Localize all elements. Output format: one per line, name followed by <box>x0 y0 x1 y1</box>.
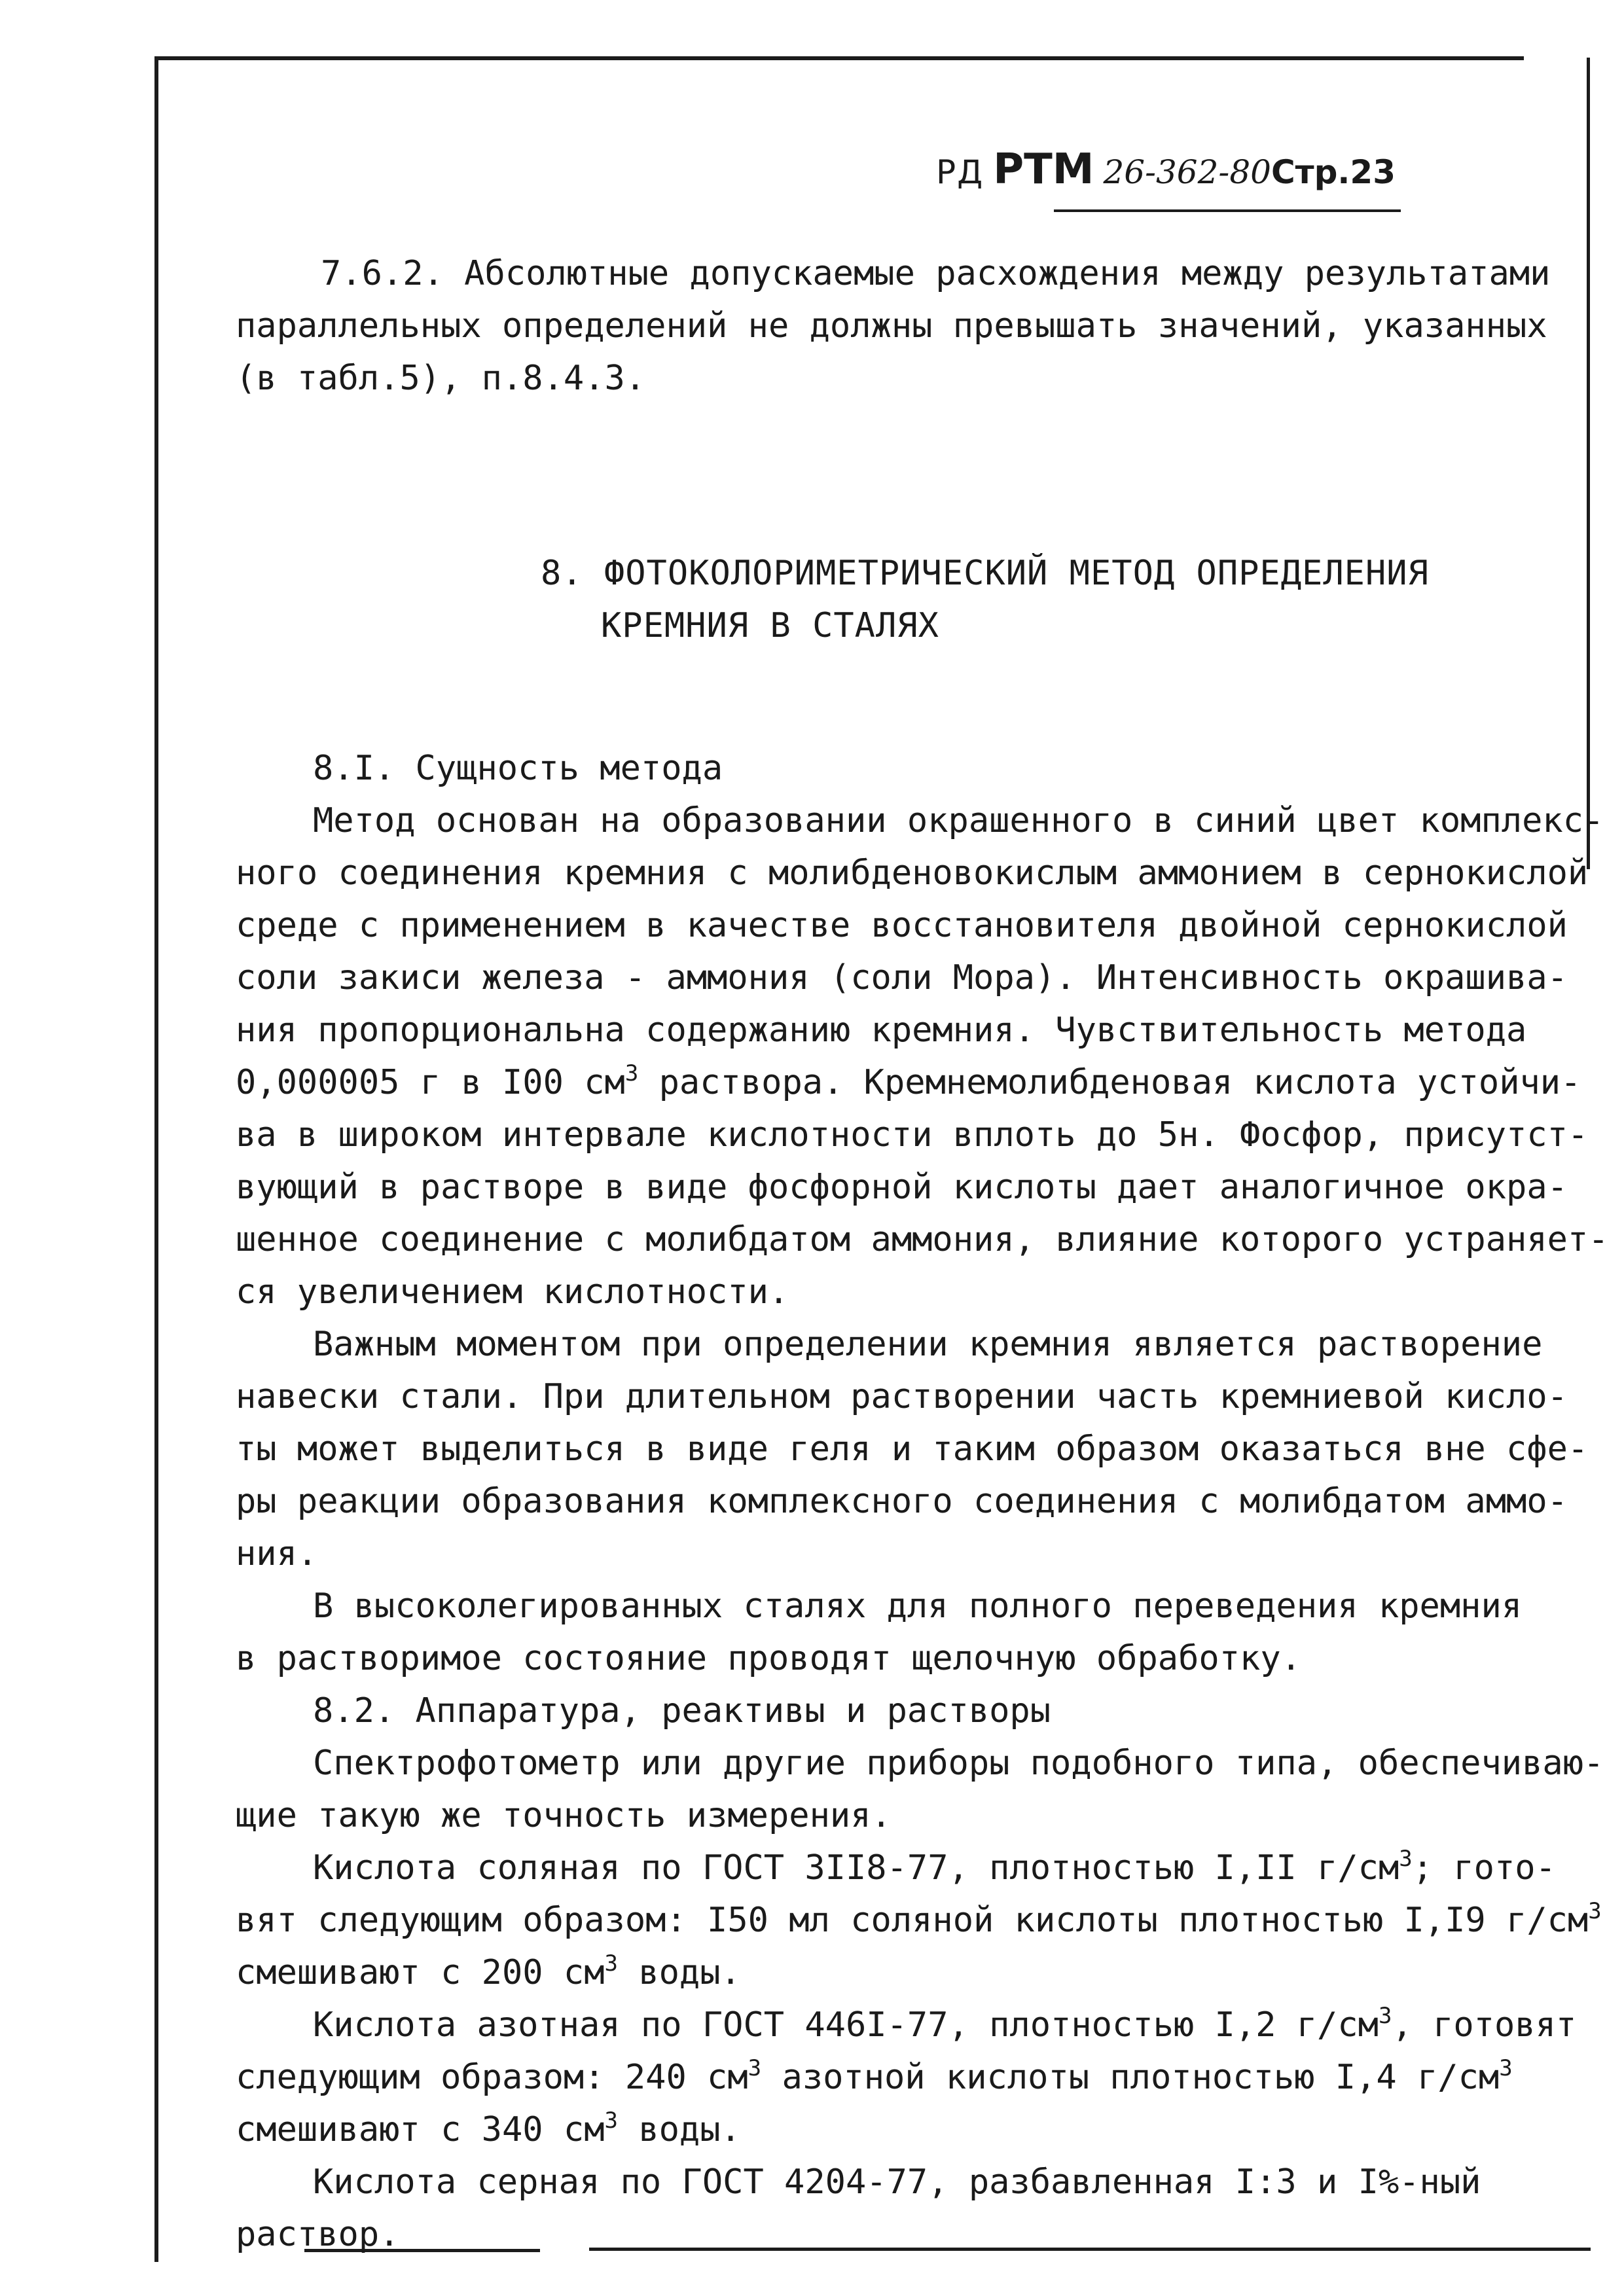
text-line: среде с применением в качестве восстановителя двойной сернокислой <box>236 906 1568 945</box>
superscript: 3 <box>604 1950 619 1977</box>
superscript: 3 <box>1378 2003 1392 2029</box>
text-line: ного соединения кремния с молибденовокислым аммонием в сернокислой <box>236 853 1589 893</box>
header-underline <box>1054 209 1401 212</box>
text-line <box>236 1060 1581 1102</box>
text-line <box>236 2055 1513 2097</box>
text-line: Кислота серная по ГОСТ 4204-77, разбавленная I:3 и I%-ный <box>313 2162 1481 2202</box>
header-prefix: РД <box>936 153 984 191</box>
text-line: вующий в растворе в виде фосфорной кислоты дает аналогичное окра- <box>236 1168 1568 1207</box>
text-fragment: смешивают с 200 см <box>236 1953 605 1992</box>
section-heading: КРЕМНИЯ В СТАЛЯХ <box>601 606 939 645</box>
text-line: в растворимое состояние проводят щелочную обработку. <box>236 1639 1301 1678</box>
text-line: соли закиси железа - аммония (соли Мора). Интенсивность окрашива- <box>236 958 1568 997</box>
text-line: шенное соединение с молибдатом аммония, влияние которого устраняет- <box>236 1220 1609 1259</box>
text-line: навески стали. При длительном растворении часть кремниевой кисло- <box>236 1377 1568 1416</box>
text-line: параллельных определений не должны превышать значений, указанных <box>236 306 1547 346</box>
text-line: В высоколегированных сталях для полного переведения кремния <box>313 1587 1523 1626</box>
text-line: ва в широком интервале кислотности вплоть до 5н. Фосфор, присутст- <box>236 1115 1589 1155</box>
text-fragment: , готовят <box>1392 2005 1577 2045</box>
subsection-title: 8.I. Сущность метода <box>313 749 723 788</box>
text-line: (в табл.5), п.8.4.3. <box>236 359 646 398</box>
superscript: 3 <box>1499 2055 1513 2081</box>
superscript: 3 <box>748 2055 762 2081</box>
text-fragment: воды. <box>618 1953 741 1992</box>
text-line: ния. <box>236 1534 318 1573</box>
text-fragment: азотной кислоты плотностью I,4 г/см <box>761 2058 1500 2097</box>
text-fragment: ; гото- <box>1412 1848 1556 1888</box>
document-header <box>936 145 1396 194</box>
text-line <box>236 1898 1602 1940</box>
text-fragment: Кислота соляная по ГОСТ 3II8-77, плотностью I,II г/см <box>313 1848 1399 1888</box>
text-fragment: смешивают с 340 см <box>236 2110 605 2149</box>
page-frame-left <box>154 56 158 2262</box>
text-line: Спектрофотометр или другие приборы подобного типа, обеспечиваю- <box>313 1744 1604 1783</box>
page-frame-right <box>1587 58 1590 869</box>
superscript: 3 <box>624 1060 639 1086</box>
header-title: РТМ <box>993 145 1094 194</box>
page-frame-top <box>156 56 1524 60</box>
text-line: 7.6.2. Абсолютные допускаемые расхождения между результатами <box>321 254 1551 293</box>
text-line: щие такую же точность измерения. <box>236 1796 892 1835</box>
header-page-label: Стр.23 <box>1271 153 1396 191</box>
text-line <box>236 1950 741 1992</box>
text-fragment: Кислота азотная по ГОСТ 446I-77, плотностью I,2 г/см <box>313 2005 1379 2045</box>
text-line <box>313 2003 1577 2045</box>
text-line <box>313 1846 1556 1888</box>
text-fragment: следующим образом: 240 см <box>236 2058 748 2097</box>
text-line: ся увеличением кислотности. <box>236 1272 789 1312</box>
superscript: 3 <box>1399 1846 1413 1872</box>
page-frame-bottom-right <box>589 2248 1591 2251</box>
text-fragment: воды. <box>618 2110 741 2149</box>
text-fragment: 0,000005 г в I00 см <box>236 1063 625 1102</box>
text-line: ты может выделиться в виде геля и таким образом оказаться вне сфе- <box>236 1429 1589 1469</box>
header-number: 26-362-80 <box>1103 153 1271 191</box>
text-line: Важным моментом при определении кремния является растворение <box>313 1325 1543 1364</box>
superscript: 3 <box>604 2108 619 2134</box>
subsection-title: 8.2. Аппаратура, реактивы и растворы <box>313 1691 1051 1731</box>
text-line: ры реакции образования комплексного соединения с молибдатом аммо- <box>236 1482 1568 1521</box>
text-fragment: раствора. Кремнемолибденовая кислота устойчи- <box>638 1063 1581 1102</box>
section-heading: 8. ФОТОКОЛОРИМЕТРИЧЕСКИЙ МЕТОД ОПРЕДЕЛЕНИЯ <box>541 554 1429 593</box>
text-line: Метод основан на образовании окрашенного в синий цвет комплекс- <box>313 801 1604 840</box>
text-fragment: вят следующим образом: I50 мл соляной кислоты плотностью I,I9 г/см <box>236 1901 1589 1940</box>
text-line: раствор. <box>236 2215 400 2254</box>
text-line <box>236 2108 741 2149</box>
text-line: ния пропорциональна содержанию кремния. Чувствительность метода <box>236 1011 1527 1050</box>
superscript: 3 <box>1588 1898 1602 1924</box>
